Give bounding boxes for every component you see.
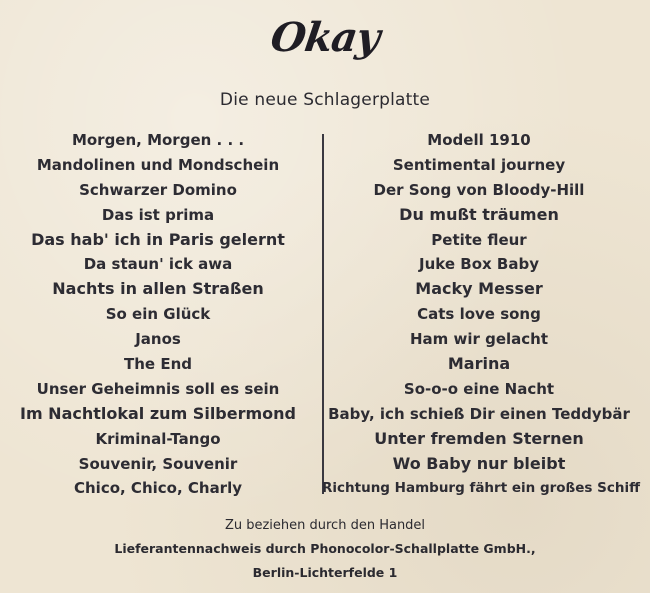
song-title: Nachts in allen Straßen (52, 279, 264, 299)
song-title: Petite fleur (431, 230, 527, 249)
song-title: So-o-o eine Nacht (403, 379, 555, 398)
song-title: Morgen, Morgen . . . (71, 131, 245, 149)
song-list-right (322, 128, 641, 501)
song-title: Modell 1910 (427, 131, 531, 149)
song-title: The End (124, 355, 192, 374)
song-title: Da staun' ick awa (83, 255, 233, 274)
song-title: Baby, ich schieß Dir einen Teddybär (328, 404, 630, 423)
song-list-left (8, 128, 308, 501)
song-title: Das hab' ich in Paris gelernt (31, 229, 285, 249)
song-title: Mandolinen und Mondschein (36, 155, 280, 174)
song-title: Cats love song (417, 305, 541, 324)
song-title: Chico, Chico, Charly (73, 479, 243, 498)
song-title: Unter fremden Sternen (374, 428, 584, 448)
song-title: Kriminal-Tango (95, 429, 221, 448)
song-title: Das ist prima (101, 205, 215, 224)
song-title: Souvenir, Souvenir (78, 454, 238, 473)
song-title: Ham wir gelacht (409, 330, 549, 349)
song-title: Marina (447, 354, 511, 374)
song-title: Du mußt träumen (399, 204, 559, 224)
song-title: So ein Glück (105, 305, 211, 324)
availability-note: Zu beziehen durch den Handel (224, 518, 426, 533)
song-title: Schwarzer Domino (79, 180, 237, 199)
song-title: Richtung Hamburg fährt ein großes Schiff (322, 480, 641, 497)
page-subtitle: Die neue Schlagerplatte (219, 90, 431, 110)
song-title: Unser Geheimnis soll es sein (36, 379, 280, 398)
song-title: Der Song von Bloody-Hill (373, 180, 585, 199)
song-title: Juke Box Baby (419, 255, 539, 274)
song-title: Macky Messer (415, 279, 543, 299)
song-title: Janos (135, 330, 181, 349)
supplier-line: Lieferantennachweis durch Phonocolor-Schallplatte GmbH., (114, 541, 536, 556)
brand-logo: Okay (267, 14, 383, 61)
address-line: Berlin-Lichterfelde 1 (252, 565, 398, 580)
song-title: Wo Baby nur bleibt (392, 453, 566, 473)
song-title: Im Nachtlokal zum Silbermond (19, 403, 296, 423)
song-title: Sentimental journey (392, 155, 566, 174)
